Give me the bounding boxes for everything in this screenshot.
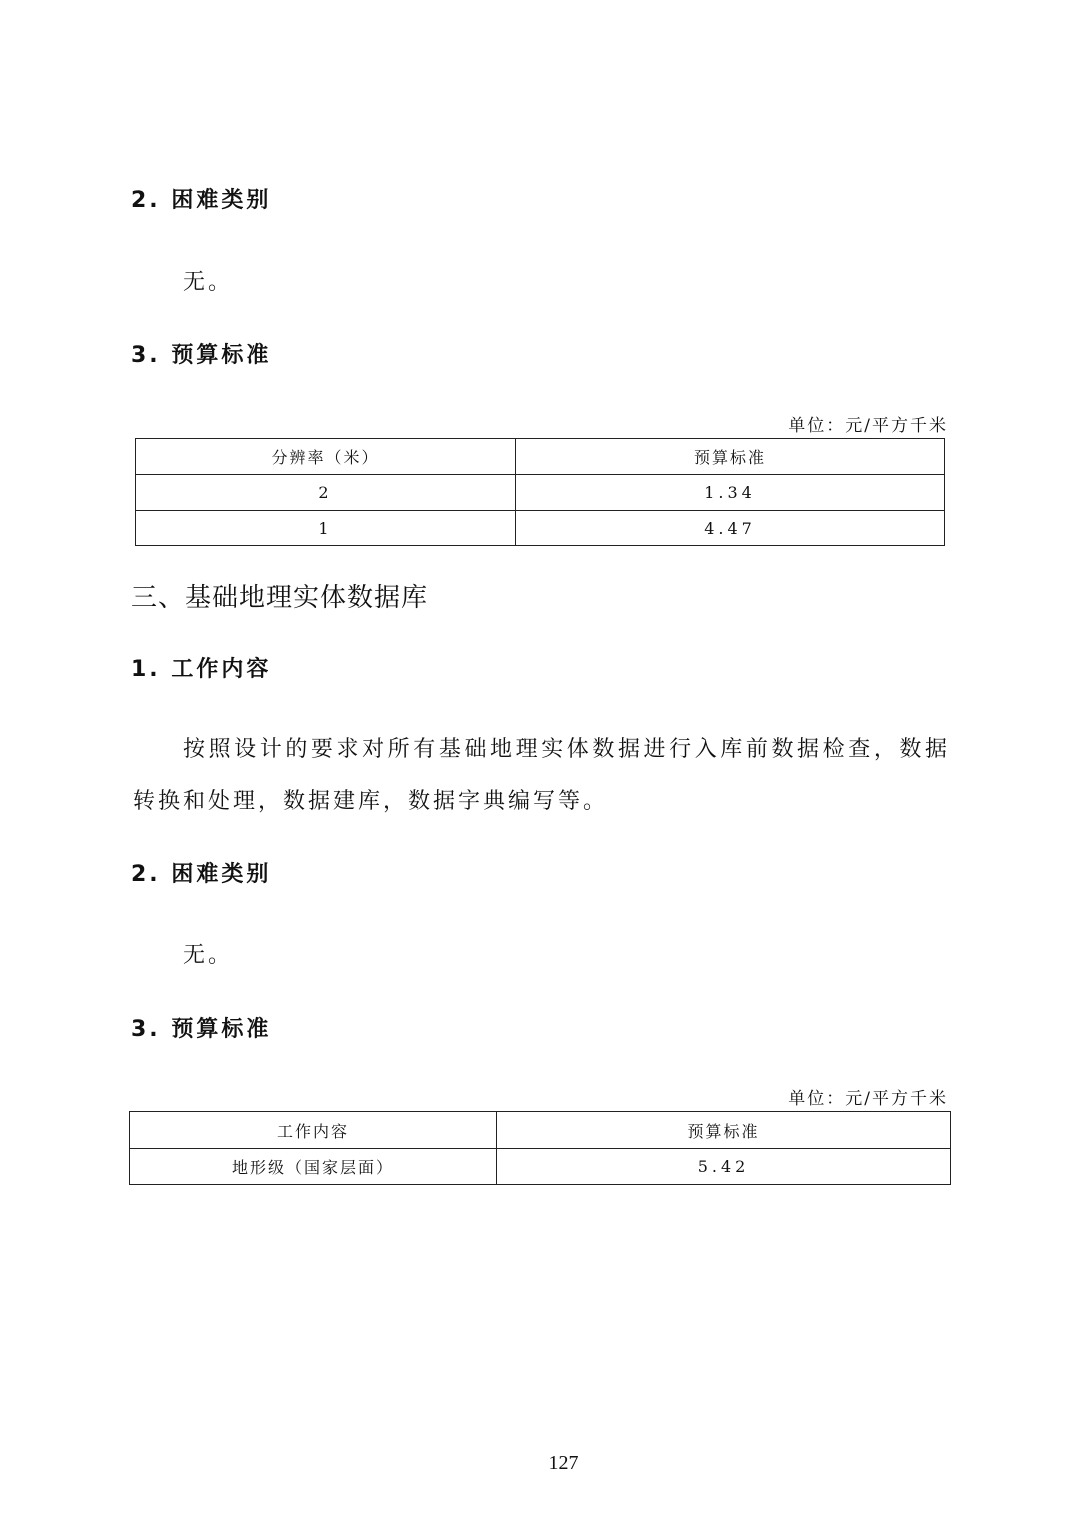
page-number: 127 [548, 1452, 579, 1474]
table-cell: 2 [136, 475, 516, 511]
table-cell: 1.34 [516, 475, 945, 511]
unit-label: 单位：元/平方千米 [788, 416, 948, 436]
unit-label: 单位：元/平方千米 [788, 1089, 948, 1109]
table-cell: 1 [136, 511, 516, 546]
budget-table-work [129, 1111, 951, 1185]
table-header-cell: 分辨率（米） [136, 439, 516, 475]
work-content-heading: 1. 工作内容 [131, 657, 272, 682]
work-content-text: 按照设计的要求对所有基础地理实体数据进行入库前数据检查，数据转换和处理，数据建库，数据字典编写等。 [133, 737, 950, 814]
budget-table-resolution [135, 438, 945, 546]
difficulty-text: 无。 [183, 943, 234, 968]
budget-heading: 3. 预算标准 [131, 1017, 272, 1042]
difficulty-text: 无。 [183, 270, 234, 295]
table-cell: 4.47 [516, 511, 945, 546]
table-header-cell: 预算标准 [516, 439, 945, 475]
difficulty-heading: 2. 困难类别 [131, 188, 272, 213]
table-header-cell: 工作内容 [130, 1112, 497, 1149]
budget-heading: 3. 预算标准 [131, 343, 272, 368]
table-row [136, 511, 945, 546]
table-header-row [130, 1112, 951, 1149]
table-cell: 地形级（国家层面） [130, 1149, 497, 1185]
table-row [136, 475, 945, 511]
difficulty-heading: 2. 困难类别 [131, 862, 272, 887]
table-header-row [136, 439, 945, 475]
table-cell: 5.42 [497, 1149, 951, 1185]
table-header-cell: 预算标准 [497, 1112, 951, 1149]
section-title: 三、基础地理实体数据库 [131, 583, 429, 613]
table-row [130, 1149, 951, 1185]
